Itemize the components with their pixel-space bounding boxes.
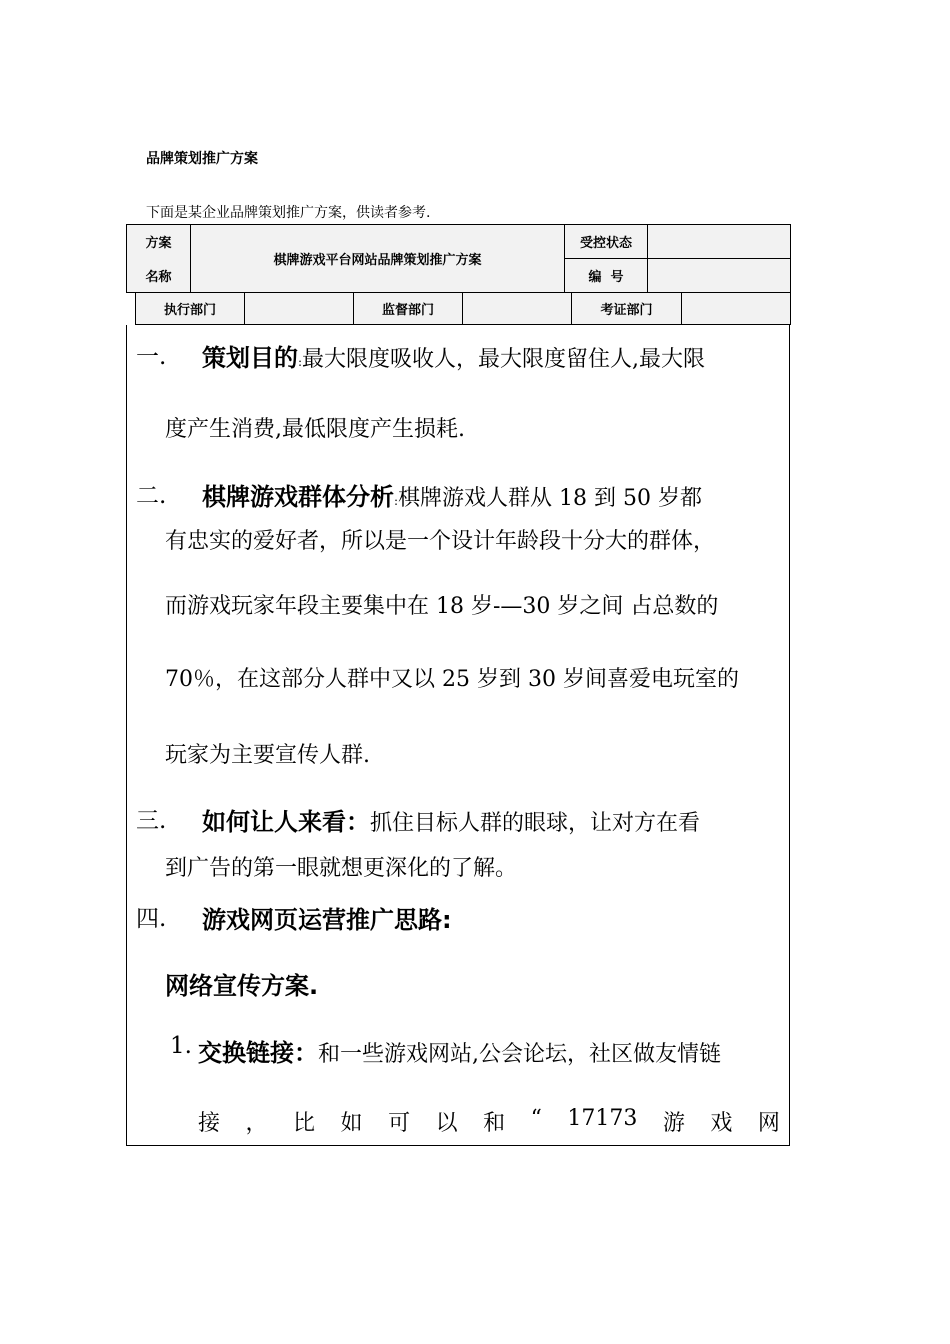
item-1-token: ，: [245, 1111, 268, 1136]
item-1-line-2: [198, 1106, 780, 1137]
section-1-text-1: 最大限度吸收人，最大限度留住人,最大限: [302, 347, 706, 372]
item-1-line-1: [198, 1033, 721, 1068]
item-1-token: 以: [435, 1111, 458, 1136]
number-value: [648, 259, 791, 293]
exec-dept-label: 执行部门: [136, 293, 245, 325]
item-1-token: 如: [340, 1111, 363, 1136]
scheme-name: 棋牌游戏平台网站品牌策划推广方案: [191, 225, 565, 293]
item-1-token: “: [530, 1106, 542, 1131]
content-box: [126, 325, 790, 1146]
supervise-dept-label: 监督部门: [354, 293, 463, 325]
scheme-label-1: 方案: [127, 225, 191, 259]
section-2-text-5: 玩家为主要宣传人群.: [165, 743, 370, 768]
section-1-text-2: 度产生消费,最低限度产生损耗.: [165, 417, 465, 442]
header-table-bottom: [135, 292, 791, 325]
item-1-token: 游: [662, 1111, 685, 1136]
control-status-value: [648, 225, 791, 259]
item-1-heading: 交换链接：: [198, 1039, 318, 1067]
item-1-token: 和: [483, 1111, 506, 1136]
section-2-line-1: [202, 477, 702, 512]
section-3-number: 三.: [136, 808, 167, 834]
section-2-colon: :: [394, 494, 399, 508]
section-2-text-1: 棋牌游戏人群从 18 到 50 岁都: [398, 486, 703, 511]
section-4-heading: 游戏网页运营推广思路:: [202, 906, 452, 934]
supervise-dept-value: [463, 293, 572, 325]
item-1-token: 接: [198, 1111, 221, 1136]
section-3-text-1: 抓住目标人群的眼球，让对方在看: [370, 811, 701, 836]
scheme-label-2: 名称: [127, 259, 191, 293]
section-1-line-1: [202, 338, 705, 373]
item-1-text-1: 和一些游戏网站,公会论坛，社区做友情链: [318, 1042, 721, 1067]
verify-dept-label: 考证部门: [572, 293, 682, 325]
number-label: 编 号: [565, 259, 648, 293]
section-1-number: 一.: [136, 344, 167, 370]
exec-dept-value: [245, 293, 354, 325]
doc-intro: 下面是某企业品牌策划推广方案，供读者参考.: [146, 205, 431, 221]
item-1-token: 可: [388, 1111, 411, 1136]
doc-title: 品牌策划推广方案: [146, 151, 258, 167]
section-2-text-2: 有忠实的爱好者，所以是一个设计年龄段十分大的群体，: [165, 529, 716, 554]
section-2-heading: 棋牌游戏群体分析: [202, 483, 394, 511]
section-3-text-2: 到广告的第一眼就想更深化的了解。: [165, 856, 518, 881]
section-1-heading: 策划目的: [202, 344, 298, 372]
item-1-number: 1.: [170, 1033, 192, 1059]
section-4-number: 四.: [136, 906, 167, 932]
header-table-top: [126, 224, 791, 293]
section-2-number: 二.: [136, 483, 167, 509]
item-1-token: 戏: [710, 1111, 733, 1136]
section-3-heading: 如何让人来看：: [202, 808, 370, 836]
verify-dept-value: [682, 293, 791, 325]
section-3-line-1: [202, 802, 700, 837]
item-1-token: 比: [293, 1111, 316, 1136]
item-1-token: 17173: [567, 1106, 638, 1131]
section-2-text-3: 而游戏玩家年段主要集中在 18 岁-—30 岁之间 占总数的: [165, 594, 719, 619]
section-1-colon: :: [298, 355, 303, 369]
item-1-token: 网: [757, 1111, 780, 1136]
section-4-subheading: 网络宣传方案.: [165, 972, 319, 1000]
section-2-text-4: 70％，在这部分人群中又以 25 岁到 30 岁间喜爱电玩室的: [165, 667, 739, 692]
control-status-label: 受控状态: [565, 225, 648, 259]
